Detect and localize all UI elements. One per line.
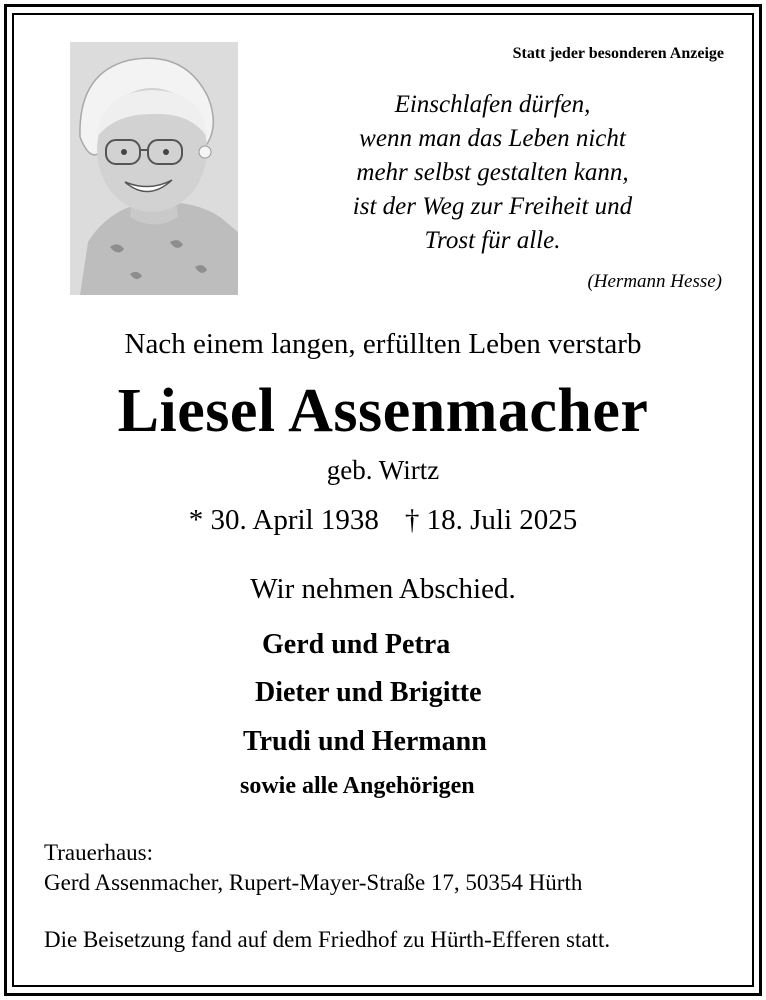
farewell-text: Wir nehmen Abschied. — [250, 573, 516, 605]
poem-line: wenn man das Leben nicht — [359, 125, 626, 152]
maiden-name: geb. Wirtz — [326, 455, 440, 485]
burial-note: Die Beisetzung fand auf dem Friedhof zu Hürth-Efferen statt. — [44, 927, 611, 952]
mourner-name: Dieter und Brigitte — [255, 677, 482, 708]
mourner-name: Trudi und Hermann — [243, 726, 487, 757]
intro-text: Nach einem langen, erfüllten Leben verstarb — [124, 328, 642, 360]
mourning-house-label: Trauerhaus: — [44, 840, 154, 865]
header-note: Statt jeder besonderen Anzeige — [512, 45, 724, 62]
portrait-photo — [70, 42, 238, 295]
poem — [300, 88, 685, 258]
poem-line: mehr selbst gestalten kann, — [356, 159, 629, 186]
life-dates — [0, 504, 766, 537]
mourner-name: sowie alle Angehörigen — [240, 773, 475, 799]
mourning-house-address: Gerd Assenmacher, Rupert-Mayer-Straße 17, 50354 Hürth — [44, 870, 583, 895]
poem-author: (Hermann Hesse) — [587, 271, 722, 292]
death-date: † 18. Juli 2025 — [404, 504, 578, 536]
poem-line: ist der Weg zur Freiheit und — [352, 193, 633, 220]
birth-date: * 30. April 1938 — [188, 504, 379, 536]
poem-line: Einschlafen dürfen, — [394, 91, 591, 118]
deceased-name: Liesel Assenmacher — [117, 377, 649, 445]
poem-line: Trost für alle. — [424, 227, 561, 254]
mourner-name: Gerd und Petra — [262, 629, 451, 660]
